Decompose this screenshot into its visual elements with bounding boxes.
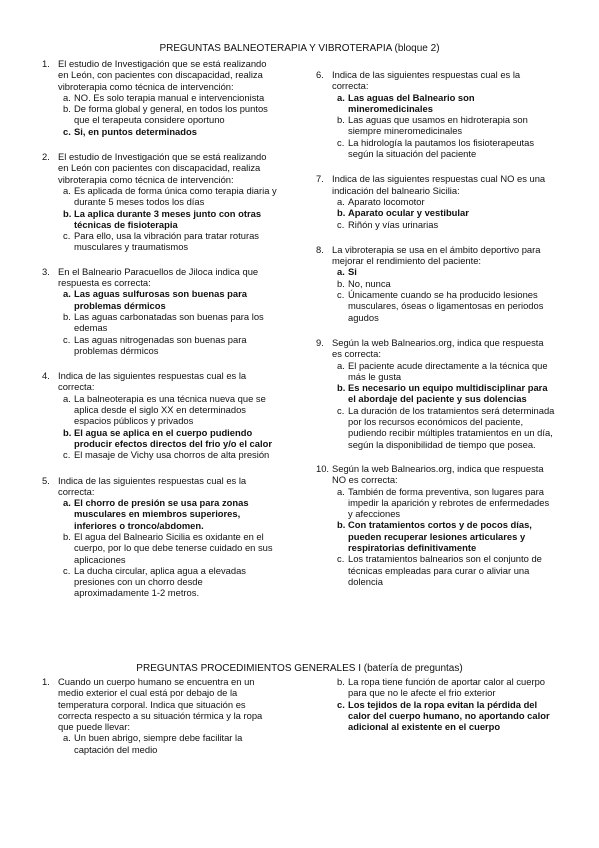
option-c: c. Riñón y vías urinarias (337, 218, 439, 230)
question-6: 6. Indica de las siguientes respuestas cual es la correcta: a. Las aguas del Balneario son mineromedicinales b. Las aguas que usamos en hidroterapia son siempre mineromedicinales c. La hidrología la pautamos los fisioterapeutas según la situación del paciente (316, 69, 556, 159)
option-a: a. La balneoterapia es una técnica nueva que se aplica desde el siglo XX en determinados espacios públicos y privados (63, 392, 266, 427)
question-8: 8. La vibroterapia se usa en el ámbito deportivo para mejorar el rendimiento del paciente: a. Si b. No, nunca c. Únicamente cuando se ha producido lesiones musculares, óseas o ligamentosas en periodos agudos (316, 244, 556, 323)
option-a: a. El paciente acude directamente a la técnica que más le gusta (337, 359, 548, 382)
option-b: b. Las aguas que usamos en hidroterapia son siempre mineromedicinales (337, 114, 528, 137)
option-b: b. El agua del Balneario Sicilia es oxidante en el cuerpo, por lo que debe tenerse cuidado en sus aplicaciones (63, 530, 273, 565)
question-text: Según la web Balnearios.org, indica que respuesta es correcta: (332, 336, 544, 360)
section-title-balneoterapia: PREGUNTAS BALNEOTERAPIA Y VIBROTERAPIA (bloque 2) (159, 43, 440, 54)
option-b: b. No, nunca (337, 277, 391, 289)
option-b-correct: b. Es necesario un equipo multidisciplinar para el abordaje del paciente y sus dolencias (337, 382, 548, 405)
option-c-correct: c. Los tejidos de la ropa evitan la pérdida del calor del cuerpo humano, no aportando calor adicional al existente en el cuerpo (337, 698, 550, 733)
section2-left-column (42, 676, 278, 755)
option-c: c. Para ello, usa la vibración para tratar roturas musculares y traumatismos (63, 230, 259, 253)
option-b-correct: b. Aparato ocular y vestibular (337, 207, 469, 219)
option-c: c. Las aguas nitrogenadas son buenas para problemas dérmicos (63, 333, 247, 356)
option-b-correct: b. El agua se aplica en el cuerpo pudiendo producir efectos directos del frio y/o el calor (63, 426, 272, 449)
option-b: b. De forma global y general, en todos los puntos que el terapeuta considere oportuno (63, 103, 268, 126)
section-title-procedimientos: PREGUNTAS PROCEDIMIENTOS GENERALES I (batería de preguntas) (136, 663, 463, 674)
question-text: La vibroterapia se usa en el ámbito deportivo para mejorar el rendimiento del paciente: (332, 243, 541, 267)
question-s2-1: 1. Cuando un cuerpo humano se encuentra en un medio exterior el cual está por debajo de la temperatura corporal. Indica que situación es correcta respecto a su situación térmica y la ropa que puede llevar: a. Un buen abrigo, siempre debe facilitar la captación del medio (42, 676, 278, 755)
question-3: 3. En el Balneario Paracuellos de Jiloca indica que respuesta es correcta: a. Las aguas sulfurosas son buenas para problemas dérmicos b. Las aguas carbonatadas son buenas para los edemas c. Las aguas nitrogenadas son buenas para problemas dérmicos (42, 266, 278, 356)
section2-right-column (316, 676, 556, 732)
question-text: Indica de las siguientes respuestas cual NO es una indicación del balneario Sicilia: (332, 173, 546, 196)
question-text: Indica de las siguientes respuestas cual es la correcta: (332, 69, 521, 92)
question-text: El estudio de Investigación que se está realizando en León, con pacientes con discapacidad, realiza vibroterapia como técnica de intervención: (58, 58, 267, 92)
option-c: c. La duración de los tratamientos será determinada por los recursos económicos del paciente, pudiendo recibir múltiples tratamientos en un día, según la disponibilidad de tiempo que posea. (337, 404, 555, 450)
question-5: 5. Indica de las siguientes respuestas cual es la correcta: a. El chorro de presión se usa para zonas musculares en miembros superiores, inferiores o tronco/abdomen. b. El agua del Balneario Sicilia es oxidante en el cuerpo, por lo que debe tenerse cuidado en sus aplicaciones c. La ducha circular, aplica agua a elevadas presiones con un chorro desde aproximadamente 1-2 metros. (42, 475, 278, 599)
left-column (42, 58, 278, 599)
question-10: 10. Según la web Balnearios.org, indica que respuesta NO es correcta: a. También de forma preventiva, son lugares para impedir la aparición y rebrotes de enfermedades y afecciones b. Con tratamientos cortos y de pocos días, pueden recuperar lesiones articulares y respiratorias definitivamente c. Los tratamientos balnearios son el conjunto de técnicas empleadas para curar o aliviar una dolencia (316, 463, 556, 587)
option-b: b. La ropa tiene función de aportar calor al cuerpo para que no le afecte el frio exterior (337, 676, 546, 699)
option-a: a. Es aplicada de forma única como terapia diaria y durante 5 meses todos los días (63, 184, 277, 208)
option-c: c. El masaje de Vichy usa chorros de alta presión (63, 449, 270, 461)
question-text: Indica de las siguientes respuestas cual es la correcta: (58, 474, 247, 497)
question-1: 1. El estudio de Investigación que se está realizando en León, con pacientes con discapacidad, realiza vibroterapia como técnica de intervención: a. NO. Es solo terapia manual e intervencionista b. De forma global y general, en todos los puntos que el terapeuta considere oportuno c. Si, en puntos determinados (42, 58, 278, 137)
option-a: a. También de forma preventiva, son lugares para impedir la aparición y rebrotes de enfermedades y afecciones (337, 485, 550, 520)
option-a: a. NO. Es solo terapia manual e intervencionista (63, 91, 265, 103)
option-a: a. Aparato locomotor (337, 195, 425, 207)
right-column (316, 69, 556, 587)
option-b: b. Las aguas carbonatadas son buenas para los edemas (63, 310, 264, 334)
option-b-correct: b. La aplica durante 3 meses junto con otras técnicas de fisioterapia (63, 207, 262, 230)
option-c-correct: c. Si, en puntos determinados (63, 125, 197, 137)
question-text: Indica de las siguientes respuestas cual es la correcta: (58, 370, 247, 393)
option-c: c. Únicamente cuando se ha producido lesiones musculares, óseas o ligamentosas en periodos agudos (337, 289, 544, 323)
question-text: Cuando un cuerpo humano se encuentra en un medio exterior el cual está por debajo de la temperatura corporal. Indica que situación es correcta respecto a su situación térmica y la ropa que puede llevar: (58, 676, 263, 733)
question-4: 4. Indica de las siguientes respuestas cual es la correcta: a. La balneoterapia es una técnica nueva que se aplica desde el siglo XX en determinados espacios públicos y privados b. El agua se aplica en el cuerpo pudiendo producir efectos directos del frio y/o el calor c. El masaje de Vichy usa chorros de alta presión (42, 370, 278, 460)
option-a-correct: a. Si (337, 266, 357, 278)
question-text: El estudio de Investigación que se está realizando en León con pacientes con discapacidad, realiza vibroterapia como técnica de intervención: (58, 151, 267, 185)
question-s2-1-continued (316, 676, 556, 732)
option-c: c. La hidrología la pautamos los fisioterapeutas según la situación del paciente (337, 136, 535, 160)
option-c: c. Los tratamientos balnearios son el conjunto de técnicas empleadas para curar o aliviar una dolencia (337, 553, 542, 587)
question-2: 2. El estudio de Investigación que se está realizando en León con pacientes con discapacidad, realiza vibroterapia como técnica de intervención: a. Es aplicada de forma única como terapia diaria y durante 5 meses todos los días b. La aplica durante 3 meses junto con otras técnicas de fisioterapia c. Para ello, usa la vibración para tratar roturas musculares y traumatismos (42, 151, 277, 253)
option-a: a. Un buen abrigo, siempre debe facilitar la captación del medio (63, 732, 243, 755)
question-9: 9. Según la web Balnearios.org, indica que respuesta es correcta: a. El paciente acude directamente a la técnica que más le gusta b. Es necesario un equipo multidisciplinar para el abordaje del paciente y sus dolencias c. La duración de los tratamientos será determinada por los recursos económicos del paciente, pudiendo recibir múltiples tratamientos en un día, según la disponibilidad de tiempo que posea. (316, 336, 555, 450)
option-a-correct: a. El chorro de presión se usa para zonas musculares en miembros superiores, inferiores o tronco/abdomen. (63, 497, 249, 531)
option-b-correct: b. Con tratamientos cortos y de pocos días, pueden recuperar lesiones articulares y respiratorias definitivamente (337, 519, 532, 553)
question-text: Según la web Balnearios.org, indica que respuesta NO es correcta: (332, 462, 544, 486)
option-a-correct: a. Las aguas sulfurosas son buenas para problemas dérmicos (63, 288, 247, 311)
option-a-correct: a. Las aguas del Balneario son mineromedicinales (337, 91, 475, 114)
question-text: En el Balneario Paracuellos de Jiloca indica que respuesta es correcta: (58, 265, 259, 289)
option-c: c. La ducha circular, aplica agua a elevadas presiones con un chorro desde aproximadamente 1-2 metros. (63, 564, 246, 599)
question-7: 7. Indica de las siguientes respuestas cual NO es una indicación del balneario Sicilia: a. Aparato locomotor b. Aparato ocular y vestibular c. Riñón y vías urinarias (316, 173, 556, 229)
